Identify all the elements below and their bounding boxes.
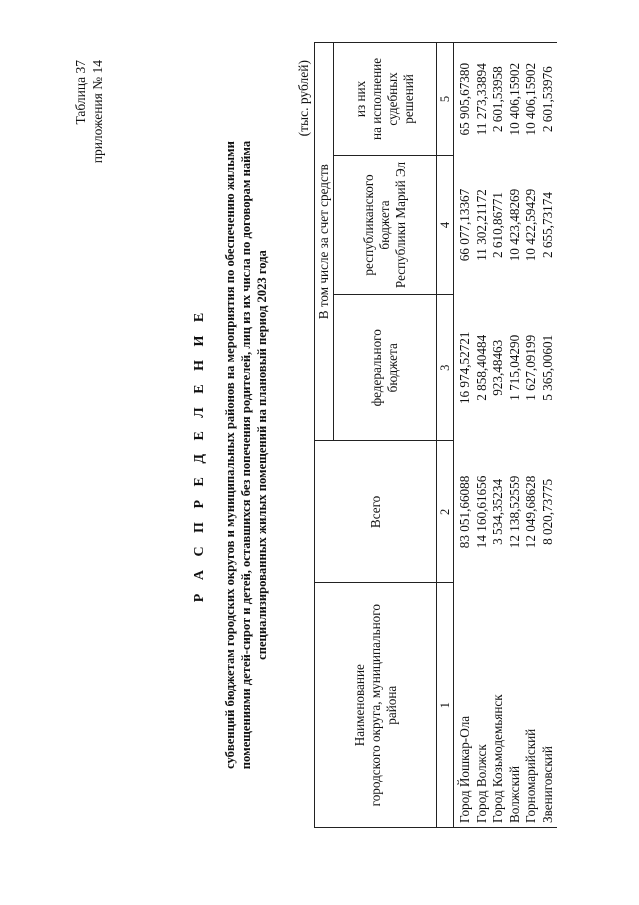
table-row (507, 43, 524, 828)
distribution-table (314, 42, 557, 828)
units-label: (тыс. рублей) (296, 60, 311, 137)
row-total: 14 160,61656 (473, 475, 489, 549)
row-name: Звениговский (540, 583, 557, 828)
row-federal: 1 715,04290 (506, 334, 522, 401)
heading-title: Р А С П Р Е Д Е Л Е Н И Е (192, 307, 207, 603)
column-number: 4 (437, 155, 454, 294)
row-republic: 10 422,59429 (523, 188, 539, 262)
row-name: Горномарийский (523, 583, 540, 828)
row-total: 12 138,52559 (506, 475, 522, 549)
row-federal: 16 974,52721 (457, 331, 472, 405)
table-row (474, 43, 491, 828)
table-number (72, 60, 106, 163)
table-row (540, 43, 557, 828)
table-row (490, 43, 507, 828)
table-label: Таблица 37 (73, 60, 88, 125)
row-court: 65 905,67380 (454, 43, 474, 156)
table-row (454, 43, 474, 828)
row-court: 11 273,33894 (474, 43, 491, 156)
row-total: 8 020,73775 (539, 478, 555, 545)
header-total: Всего (315, 441, 437, 583)
row-federal: 1 627,09199 (523, 334, 539, 401)
document-heading (192, 105, 270, 805)
row-court: 2 601,53976 (540, 43, 557, 156)
row-court: 10 406,15902 (507, 43, 524, 156)
row-total: 3 534,35234 (490, 478, 506, 545)
row-total: 12 049,68628 (523, 475, 539, 549)
row-total: 83 051,66088 (457, 475, 472, 549)
column-numbers-row (437, 43, 454, 828)
row-republic: 2 655,73174 (539, 192, 555, 258)
column-number: 1 (437, 583, 454, 828)
heading-line: помещениями детей-сирот и детей, оставшихся без попечения родителей, лиц из их числа по договорам найма (239, 140, 253, 770)
row-name: Город Волжск (474, 583, 491, 828)
row-name: Город Йошкар-Ола (454, 583, 474, 828)
header-federal: федерального бюджета (334, 295, 437, 441)
column-number: 5 (437, 43, 454, 156)
column-number: 2 (437, 441, 454, 583)
row-republic: 10 423,48269 (506, 188, 522, 262)
row-federal: 2 858,40484 (473, 334, 489, 401)
heading-line: субвенций бюджетам городских округов и муниципальных районов на мероприятия по обеспечению жилыми (223, 141, 237, 769)
header-court: из них на исполнение судебных решений (334, 43, 437, 156)
heading-line: специализированных жилых помещений на плановый период 2023 года (255, 250, 269, 660)
row-federal: 923,48463 (490, 339, 506, 396)
appendix-label: приложения № 14 (90, 60, 105, 164)
row-republic: 2 610,86771 (490, 192, 506, 258)
header-republic: республиканского бюджета Республики Марий Эл (334, 155, 437, 294)
row-republic: 66 077,13367 (457, 188, 472, 262)
row-court: 10 406,15902 (523, 43, 540, 156)
row-federal: 5 365,00601 (539, 334, 555, 401)
header-name: Наименование городского округа, муниципального района (315, 583, 437, 828)
row-name: Город Козьмодемьянск (490, 583, 507, 828)
row-name: Волжский (507, 583, 524, 828)
row-republic: 11 302,21172 (473, 189, 489, 261)
table-row (523, 43, 540, 828)
header-group: В том числе за счет средств (315, 43, 334, 441)
column-number: 3 (437, 295, 454, 441)
row-court: 2 601,53958 (490, 43, 507, 156)
